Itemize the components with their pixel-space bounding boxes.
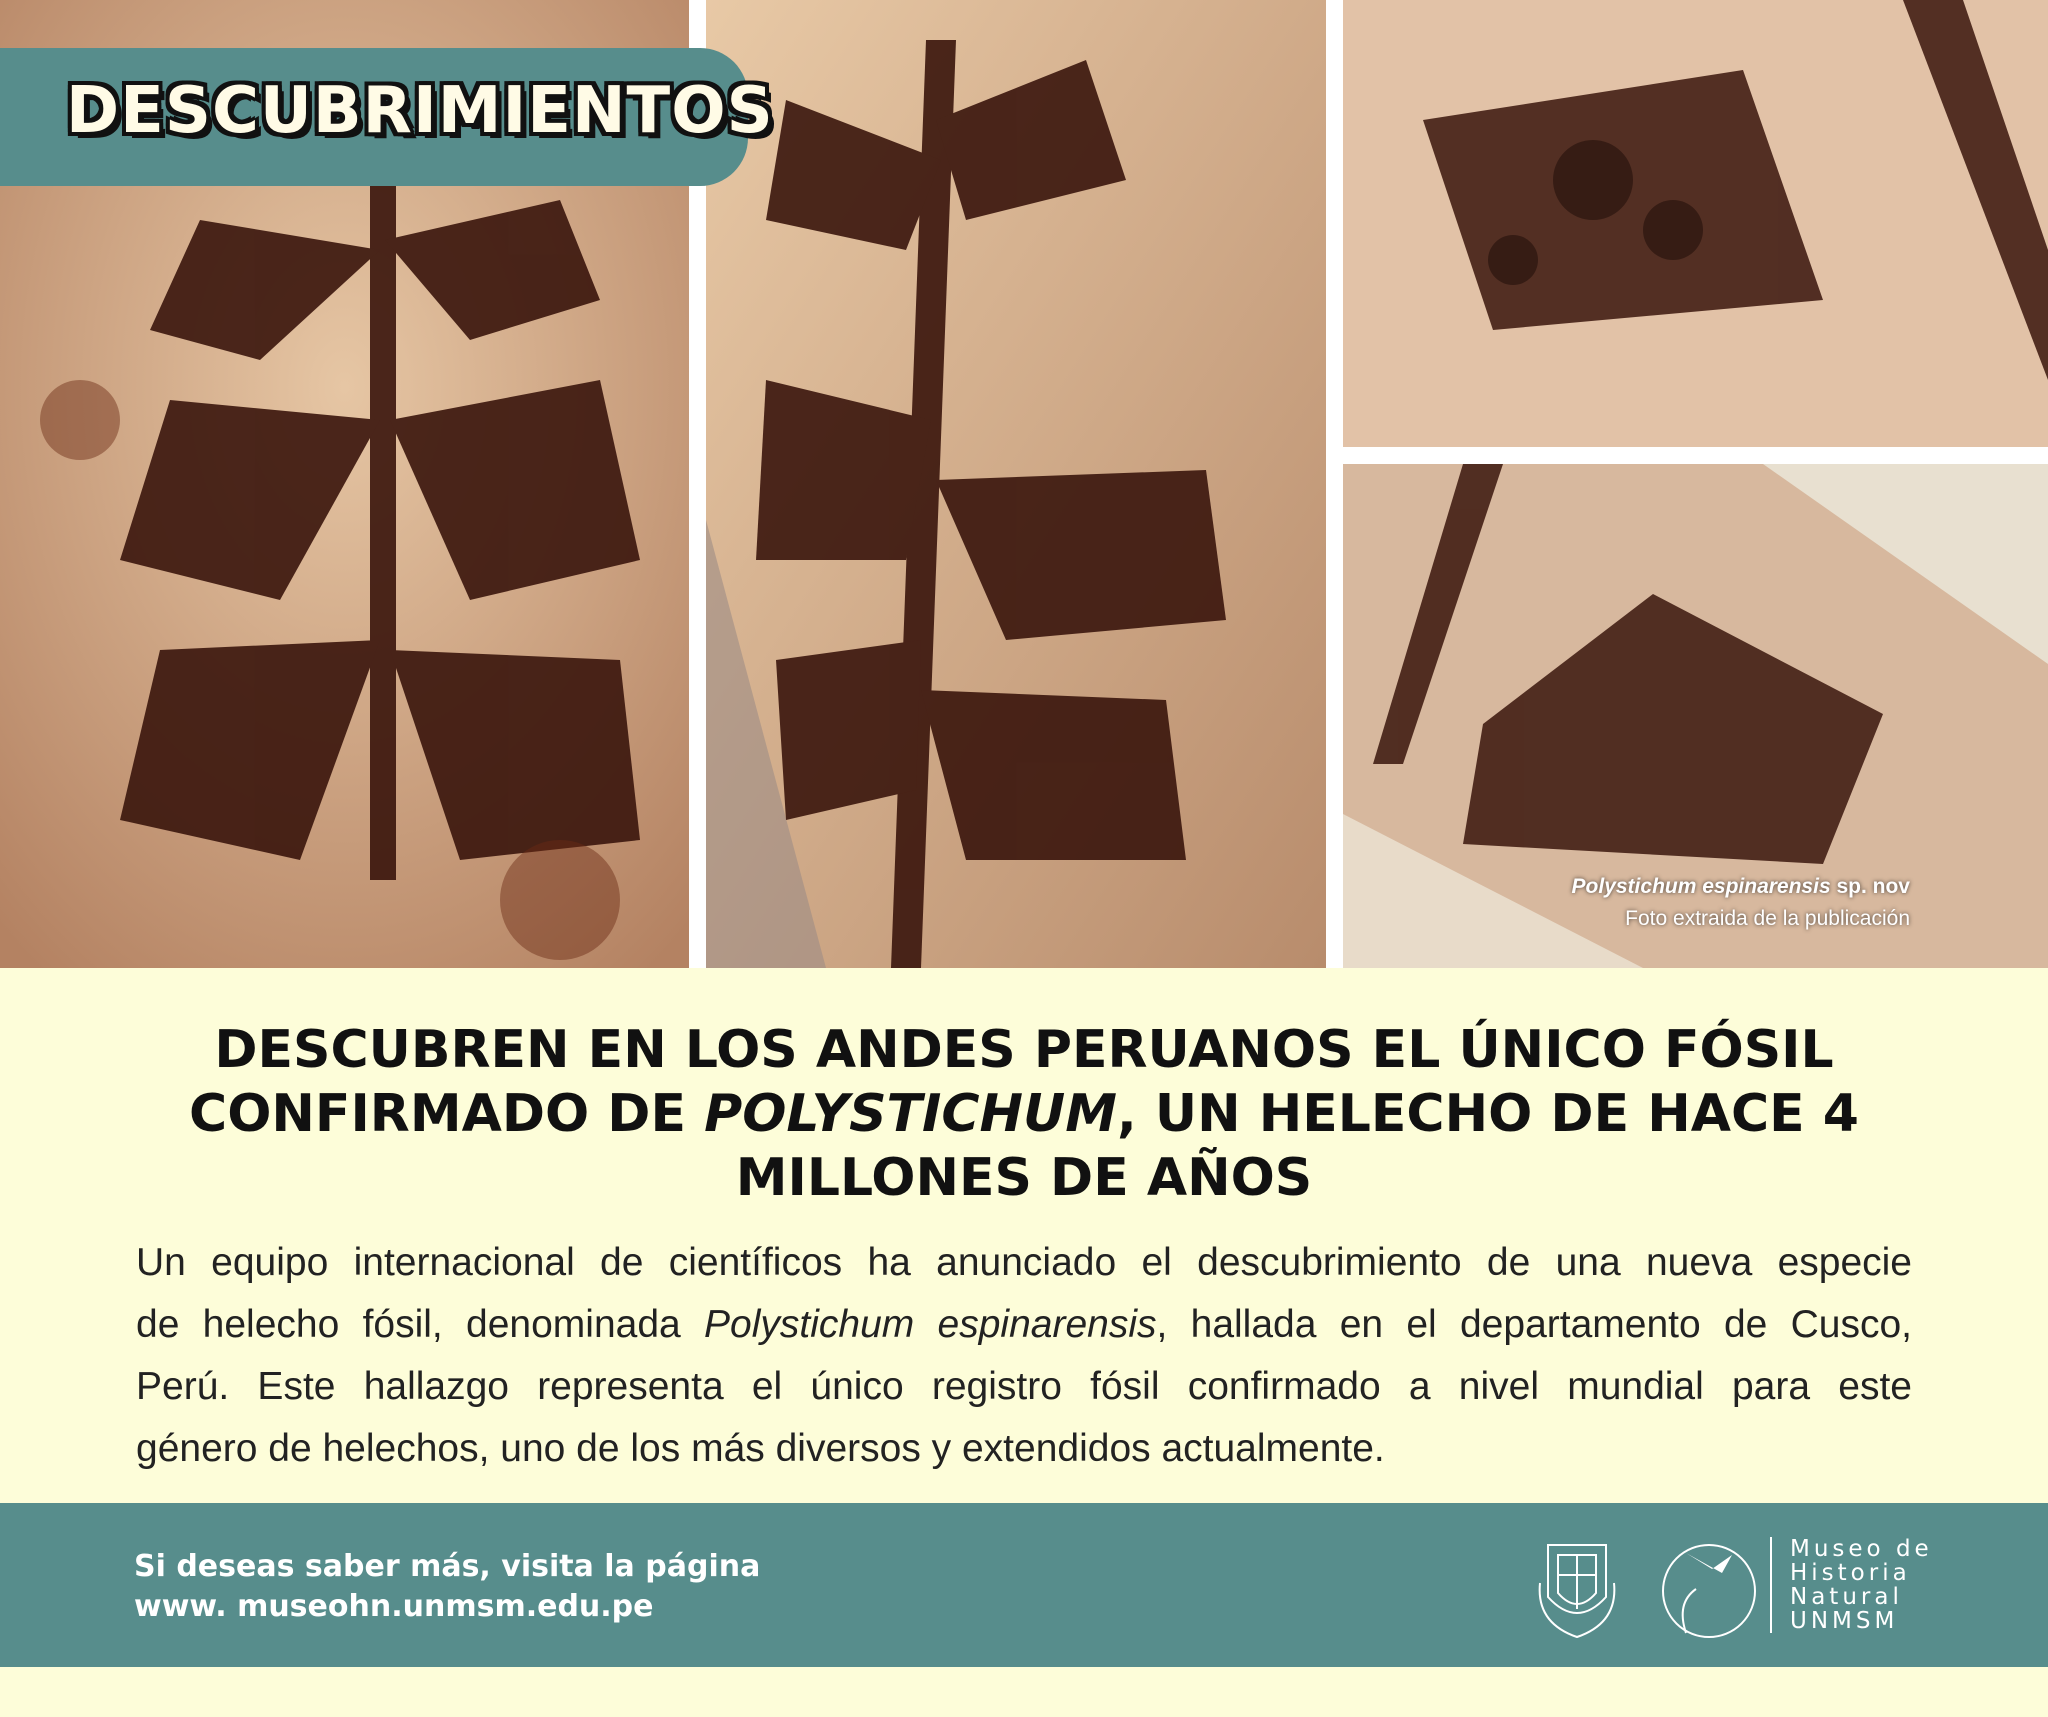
body-line: [136, 1294, 1912, 1356]
photo-caption: [1572, 875, 1910, 931]
photo-credit: Foto extraida de la publicación: [1625, 907, 1910, 930]
species-caption: [1572, 875, 1910, 899]
museum-emblem-icon: [1663, 1545, 1755, 1637]
headline-text: , UN HELECHO DE HACE 4: [1117, 1084, 1859, 1144]
footer-website-link[interactable]: www. museohn.unmsm.edu.pe: [134, 1589, 654, 1624]
category-tag: [0, 48, 774, 186]
university-seal-icon: [1540, 1545, 1615, 1637]
body-line: Un equipo internacional de científicos ha anunciado el descubrimiento de una nueva especie: [136, 1241, 1912, 1284]
photo-divider: [1326, 0, 1343, 968]
photo-divider: [1343, 447, 2048, 464]
headline-line-2: [90, 1082, 1958, 1146]
body-text: , hallada en el departamento de Cusco,: [1156, 1303, 1912, 1346]
museum-wordmark-line: Natural: [1790, 1584, 1903, 1610]
body-text: de helecho fósil, denominada: [136, 1303, 705, 1346]
article-body: [136, 1232, 1912, 1480]
headline-genus: POLYSTICHUM: [704, 1084, 1118, 1144]
museum-wordmark-line: Museo de: [1790, 1536, 1933, 1562]
headline-text: CONFIRMADO DE: [189, 1084, 705, 1144]
body-line: género de helechos, uno de los más diversos y extendidos actualmente.: [136, 1427, 1385, 1470]
body-line: Perú. Este hallazgo representa el único registro fósil confirmado a nivel mundial para este: [136, 1365, 1912, 1408]
footer-invite: Si deseas saber más, visita la página: [134, 1549, 761, 1584]
species-name-italic: Polystichum espinarensis: [704, 1303, 1157, 1346]
headline-line-3: MILLONES DE AÑOS: [735, 1148, 1313, 1208]
footer-bar: [0, 1503, 2048, 1667]
fossil-photo-3: [1343, 0, 2048, 447]
museum-wordmark-line: Historia: [1790, 1560, 1911, 1586]
category-tag-label: DESCUBRIMIENTOS: [66, 74, 774, 148]
museum-wordmark-line: UNMSM: [1790, 1608, 1899, 1634]
museum-wordmark: [1790, 1537, 1933, 1633]
fossil-photo-2: [706, 0, 1326, 968]
headline-line-1: DESCUBREN EN LOS ANDES PERUANOS EL ÚNICO FÓSIL: [214, 1020, 1834, 1080]
species-name: Polystichum espinarensis: [1571, 875, 1831, 898]
species-suffix: sp. nov: [1830, 875, 1910, 898]
logo-divider: [1770, 1537, 1772, 1633]
headline: [90, 1018, 1958, 1210]
